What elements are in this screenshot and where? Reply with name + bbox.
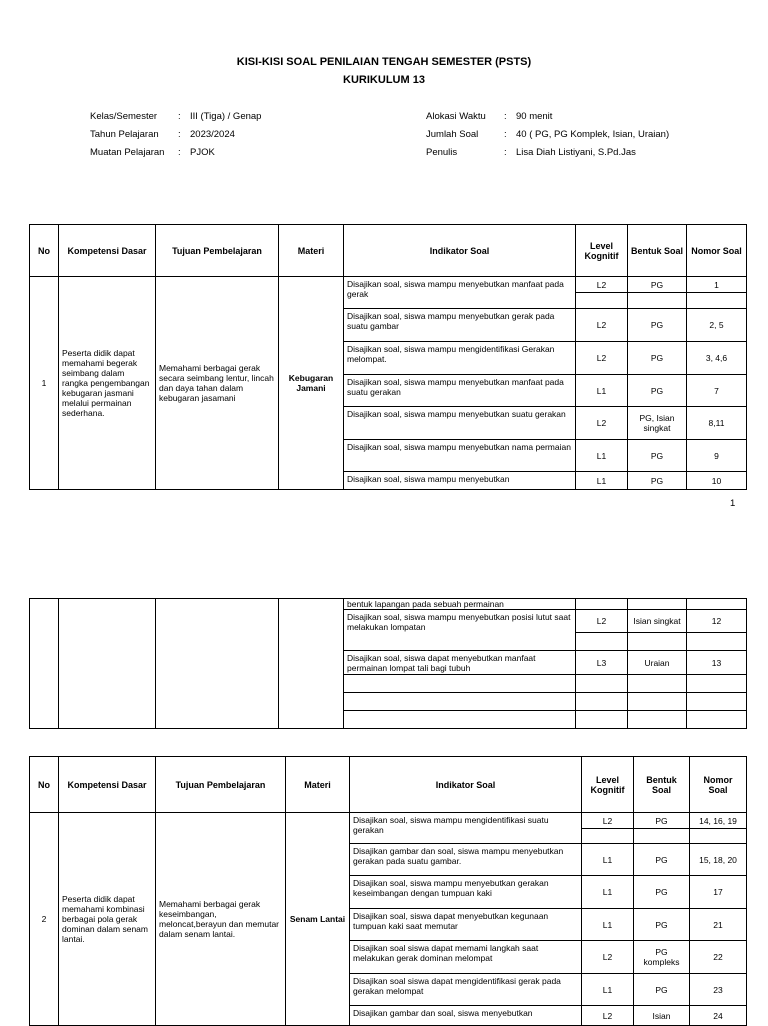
level-kognitif: L1 — [582, 974, 634, 1006]
info-left — [90, 108, 261, 162]
bentuk-soal: PG — [628, 472, 687, 490]
indikator-soal: Disajikan soal, siswa mampu menyebutkan manfaat pada suatu gerakan — [344, 375, 576, 407]
info-right — [426, 108, 669, 162]
table-row — [30, 277, 747, 293]
materi: Kebugaran Jamani — [279, 277, 344, 490]
col-no: No — [30, 757, 59, 813]
bentuk-soal: PG — [634, 844, 690, 876]
col-level: Level Kognitif — [582, 757, 634, 813]
col-materi: Materi — [286, 757, 350, 813]
level-kognitif: L1 — [582, 909, 634, 941]
level-kognitif: L1 — [576, 375, 628, 407]
info-alokasi: Alokasi Waktu : 90 menit — [426, 111, 553, 122]
kisi-table-section-2 — [29, 756, 747, 1026]
info-jumlah: Jumlah Soal : 40 ( PG, PG Komplek, Isian, Uraian) — [426, 129, 670, 140]
tujuan-pembelajaran: Memahami berbagai gerak secara seimbang lentur, lincah dan daya tahan dalam kebugaran jasamani — [156, 277, 279, 490]
bentuk-soal: PG — [634, 909, 690, 941]
nomor-soal: 17 — [690, 876, 747, 909]
section-number: 2 — [30, 813, 59, 1026]
level-kognitif: L3 — [576, 651, 628, 675]
indikator-soal: Disajikan soal, siswa mampu mengidentifikasi suatu gerakan — [350, 813, 582, 844]
table-header — [30, 225, 747, 277]
level-kognitif: L2 — [582, 813, 634, 829]
kisi-table-section-1 — [29, 224, 747, 490]
indikator-soal: Disajikan gambar dan soal, siswa menyebutkan — [350, 1006, 582, 1026]
level-kognitif: L2 — [576, 610, 628, 633]
bentuk-soal: PG — [634, 876, 690, 909]
indikator-soal: Disajikan soal, siswa mampu mengidentifikasi Gerakan melompat. — [344, 342, 576, 375]
bentuk-soal: Isian singkat — [628, 610, 687, 633]
section-number: 1 — [30, 277, 59, 490]
kompetensi-dasar: Peserta didik dapat memahami begerak seimbang dalam rangka pengembangan kebugaran jasmani melalui permainan sederhana. — [59, 277, 156, 490]
bentuk-soal: PG — [628, 440, 687, 472]
indikator-soal: Disajikan soal siswa dapat mengidentifikasi gerak pada gerakan melompat — [350, 974, 582, 1006]
info-penulis: Penulis : Lisa Diah Listiyani, S.Pd.Jas — [426, 147, 636, 158]
col-no: No — [30, 225, 59, 277]
nomor-soal: 13 — [687, 651, 747, 675]
indikator-soal: Disajikan soal, siswa mampu menyebutkan — [344, 472, 576, 490]
level-kognitif: L2 — [576, 309, 628, 342]
col-indikator: Indikator Soal — [344, 225, 576, 277]
kompetensi-dasar: Peserta didik dapat memahami kombinasi berbagai pola gerak dominan dalam senam lantai. — [59, 813, 156, 1026]
nomor-soal: 22 — [690, 941, 747, 974]
bentuk-soal: PG — [628, 309, 687, 342]
indikator-soal: Disajikan soal, siswa dapat menyebutkan kegunaan tumpuan kaki saat memutar — [350, 909, 582, 941]
document-subtitle: KURIKULUM 13 — [343, 74, 425, 86]
level-kognitif: L1 — [582, 844, 634, 876]
level-kognitif: L1 — [582, 876, 634, 909]
col-materi: Materi — [279, 225, 344, 277]
nomor-soal: 8,11 — [687, 407, 747, 440]
level-kognitif: L2 — [582, 1006, 634, 1026]
col-tujuan: Tujuan Pembelajaran — [156, 225, 279, 277]
nomor-soal: 24 — [690, 1006, 747, 1026]
indikator-soal: Disajikan soal, siswa mampu menyebutkan manfaat pada gerak — [344, 277, 576, 309]
bentuk-soal: PG — [628, 375, 687, 407]
tujuan-pembelajaran: Memahami berbagai gerak keseimbangan, meloncat,berayun dan memutar dalam senam lantai. — [156, 813, 286, 1026]
page-number: 1 — [730, 498, 736, 509]
nomor-soal: 3, 4,6 — [687, 342, 747, 375]
bentuk-soal: Uraian — [628, 651, 687, 675]
level-kognitif: L2 — [582, 941, 634, 974]
col-tujuan: Tujuan Pembelajaran — [156, 757, 286, 813]
nomor-soal: 21 — [690, 909, 747, 941]
level-kognitif: L2 — [576, 407, 628, 440]
nomor-soal: 12 — [687, 610, 747, 633]
col-level: Level Kognitif — [576, 225, 628, 277]
indikator-soal: Disajikan soal, siswa dapat menyebutkan manfaat permainan lompat tali bagi tubuh — [344, 651, 576, 675]
level-kognitif: L2 — [576, 342, 628, 375]
bentuk-soal: Isian — [634, 1006, 690, 1026]
nomor-soal: 23 — [690, 974, 747, 1006]
bentuk-soal: PG — [634, 974, 690, 1006]
level-kognitif: L2 — [576, 277, 628, 293]
col-indikator: Indikator Soal — [350, 757, 582, 813]
indikator-soal: Disajikan soal, siswa mampu menyebutkan gerakan keseimbangan dengan tumpuan kaki — [350, 876, 582, 909]
info-muatan: Muatan Pelajaran : PJOK — [90, 147, 215, 158]
nomor-soal: 14, 16, 19 — [690, 813, 747, 829]
nomor-soal: 2, 5 — [687, 309, 747, 342]
col-kd: Kompetensi Dasar — [59, 757, 156, 813]
indikator-soal: Disajikan soal, siswa mampu menyebutkan posisi lutut saat melakukan lompatan — [344, 610, 576, 651]
col-nomor: Nomor Soal — [687, 225, 747, 277]
indikator-soal: Disajikan gambar dan soal, siswa mampu menyebutkan gerakan pada suatu gambar. — [350, 844, 582, 876]
nomor-soal: 15, 18, 20 — [690, 844, 747, 876]
col-bentuk: Bentuk Soal — [634, 757, 690, 813]
indikator-soal: Disajikan soal siswa dapat memami langkah saat melakukan gerak dominan melompat — [350, 941, 582, 974]
materi: Senam Lantai — [286, 813, 350, 1026]
nomor-soal: 9 — [687, 440, 747, 472]
table-header — [30, 757, 747, 813]
kisi-table-continuation — [29, 598, 747, 729]
bentuk-soal: PG — [628, 342, 687, 375]
bentuk-soal: PG — [628, 277, 687, 293]
indikator-soal: Disajikan soal, siswa mampu menyebutkan gerak pada suatu gambar — [344, 309, 576, 342]
indikator-soal: bentuk lapangan pada sebuah permainan — [344, 599, 576, 610]
level-kognitif: L1 — [576, 440, 628, 472]
info-kelas: Kelas/Semester : III (Tiga) / Genap — [90, 111, 262, 122]
col-kd: Kompetensi Dasar — [59, 225, 156, 277]
bentuk-soal: PG, Isian singkat — [628, 407, 687, 440]
table-row — [30, 599, 747, 610]
nomor-soal: 7 — [687, 375, 747, 407]
col-nomor: Nomor Soal — [690, 757, 747, 813]
info-tahun: Tahun Pelajaran : 2023/2024 — [90, 129, 235, 140]
nomor-soal: 1 — [687, 277, 747, 293]
col-bentuk: Bentuk Soal — [628, 225, 687, 277]
level-kognitif: L1 — [576, 472, 628, 490]
document-title: KISI-KISI SOAL PENILAIAN TENGAH SEMESTER (PSTS) — [236, 56, 532, 68]
indikator-soal: Disajikan soal, siswa mampu menyebutkan nama permaian — [344, 440, 576, 472]
table-row — [30, 813, 747, 829]
nomor-soal: 10 — [687, 472, 747, 490]
bentuk-soal: PG — [634, 813, 690, 829]
bentuk-soal: PG kompleks — [634, 941, 690, 974]
indikator-soal: Disajikan soal, siswa mampu menyebutkan suatu gerakan — [344, 407, 576, 440]
